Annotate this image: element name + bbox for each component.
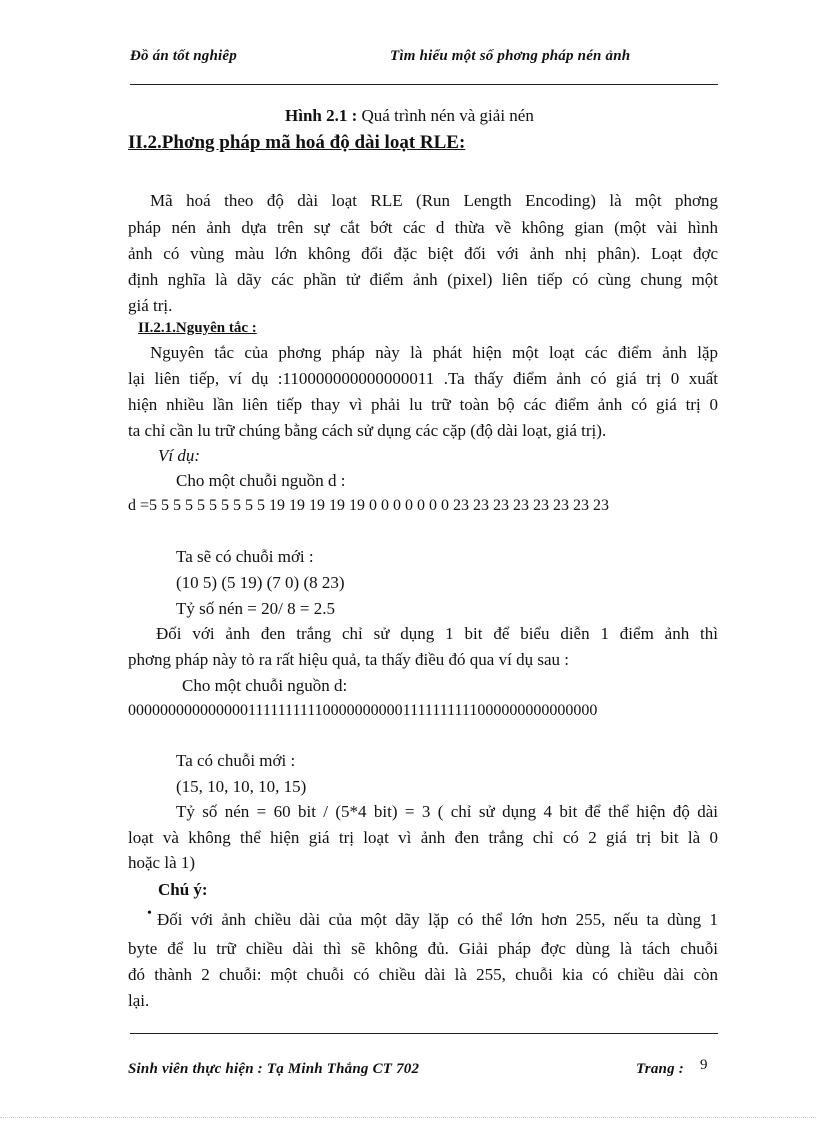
example2-ratio-line-1: Tỷ số nén = 60 bit / (5*4 bit) = 3 ( chỉ sử dụng 4 bit để thể hiện độ dài	[176, 802, 718, 821]
note-line-4: lại.	[128, 991, 150, 1010]
principle-line-4: ta chỉ cần lu trữ chúng bằng cách sử dụng các cặp (độ dài loạt, giá trị).	[128, 421, 607, 440]
example2-intro: Cho một chuỗi nguồn d:	[182, 676, 348, 695]
header-right: Tìm hiểu một số phơng pháp nén ảnh	[390, 48, 631, 64]
intro-line-3: ảnh có vùng màu lớn không đổi đặc biệt đối với ảnh nhị phân). Loạt đợc	[128, 244, 718, 263]
example1-result: (10 5) (5 19) (7 0) (8 23)	[176, 573, 345, 592]
figure-caption	[285, 106, 534, 126]
note-title: Chú ý:	[158, 880, 208, 899]
intro-line-2: pháp nén ảnh dựa trên sự cắt bớt các d thừa về không gian (một vài hình	[128, 218, 718, 237]
bw-line-2: phơng pháp này tỏ ra rất hiệu quả, ta thấy điều đó qua ví dụ sau :	[128, 650, 569, 669]
example1-intro: Cho một chuỗi nguồn d :	[176, 471, 346, 490]
figure-caption-text: Quá trình nén và giải nén	[357, 106, 534, 125]
example2-ratio-line-3: hoặc là 1)	[128, 853, 196, 872]
footer-right-label: Trang :	[636, 1061, 684, 1077]
page-edge-dotted	[0, 1117, 816, 1118]
bullet-icon: •	[147, 906, 152, 921]
intro-line-4: định nghĩa là dãy các phần tử điểm ảnh (pixel) liên tiếp có cùng chung một	[128, 270, 718, 289]
example2-ratio-line-2: loạt và không thể hiện giá trị loạt vì ảnh đen trắng chỉ có 2 giá trị bit là 0	[128, 828, 718, 847]
footer-rule	[130, 1033, 718, 1034]
footer-left: Sinh viên thực hiện : Tạ Minh Thắng CT 702	[128, 1061, 420, 1077]
intro-line-1: Mã hoá theo độ dài loạt RLE (Run Length Encoding) là một phơng	[150, 191, 718, 210]
header-rule	[130, 84, 718, 85]
note-line-1: Đối với ảnh chiều dài của một dãy lặp có thể lớn hơn 255, nếu ta dùng 1	[157, 910, 718, 929]
example1-ratio: Tỷ số nén = 20/ 8 = 2.5	[176, 599, 335, 618]
principle-line-1: Nguyên tắc của phơng pháp này là phát hiện một loạt các điểm ảnh lặp	[150, 343, 718, 362]
section-title: II.2.Phơng pháp mã hoá độ dài loạt RLE:	[128, 132, 466, 153]
principle-line-2: lại liên tiếp, ví dụ :110000000000000011 .Ta thấy điểm ảnh có giá trị 0 xuất	[128, 369, 718, 388]
figure-caption-label: Hình 2.1 :	[285, 106, 358, 125]
example1-sequence: d =5 5 5 5 5 5 5 5 5 5 19 19 19 19 19 0 0 0 0 0 0 0 23 23 23 23 23 23 23 23	[128, 497, 610, 514]
example2-sequence: 000000000000000111111111100000000001111111111000000000000000	[128, 702, 598, 719]
example1-new-label: Ta sẽ có chuỗi mới :	[176, 547, 314, 566]
intro-line-5: giá trị.	[128, 296, 173, 315]
note-line-2: byte để lu trữ chiều dài thì sẽ không đủ. Giải pháp đợc dùng là tách chuỗi	[128, 939, 718, 958]
header-left: Đồ án tốt nghiêp	[130, 48, 237, 64]
note-line-3: đó thành 2 chuỗi: một chuỗi có chiều dài là 255, chuỗi kia có chiều dài còn	[128, 965, 718, 984]
principle-line-3: hiện nhiều lần liên tiếp thay vì phải lu trữ toàn bộ các điểm ảnh có giá trị 0	[128, 395, 718, 414]
example2-new-label: Ta có chuỗi mới :	[176, 751, 296, 770]
page-number: 9	[700, 1057, 708, 1073]
example-label: Ví dụ:	[158, 446, 201, 465]
principle-title: II.2.1.Nguyên tắc :	[138, 320, 257, 336]
example2-result: (15, 10, 10, 10, 15)	[176, 777, 307, 796]
bw-line-1: Đối với ảnh đen trắng chỉ sử dụng 1 bit để biểu diễn 1 điểm ảnh thì	[156, 624, 718, 643]
